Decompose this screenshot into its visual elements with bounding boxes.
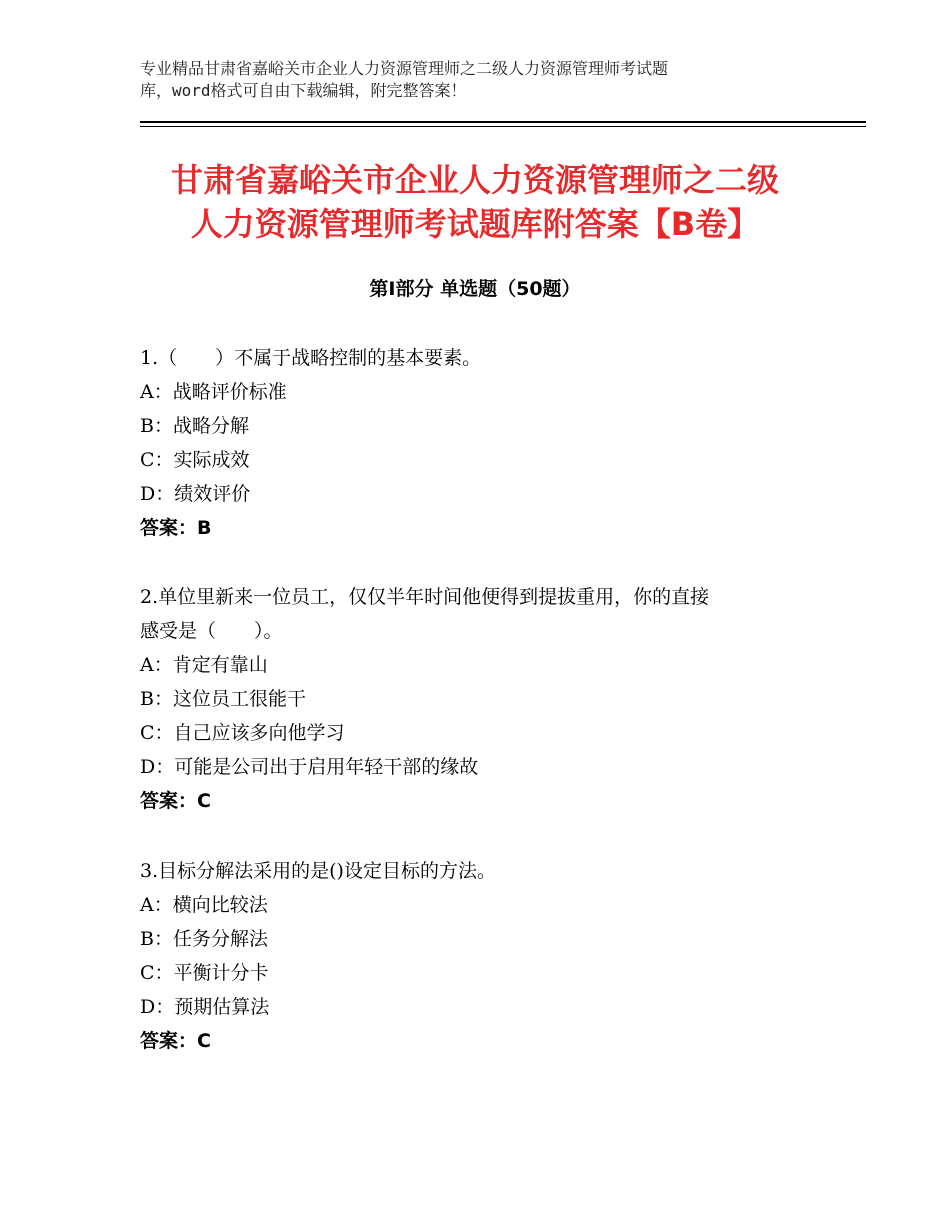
question-2 [140,580,820,818]
answer: 答案：B [140,517,212,539]
header-divider-thick [140,121,866,123]
option-c: C：自己应该多向他学习 [140,722,345,744]
question-stem: 3.目标分解法采用的是()设定目标的方法。 [140,860,496,882]
answer: 答案：C [140,790,211,812]
option-d: D：绩效评价 [140,483,251,505]
option-b: B：任务分解法 [140,928,268,950]
answer: 答案：C [140,1030,211,1052]
question-stem-line-1: 2.单位里新来一位员工，仅仅半年时间他便得到提拔重用，你的直接 [140,586,710,608]
header-note-line-1: 专业精品甘肃省嘉峪关市企业人力资源管理师之二级人力资源管理师考试题 [140,59,669,78]
option-a: A：战略评价标准 [140,381,287,403]
option-b: B：这位员工很能干 [140,688,306,710]
option-a: A：横向比较法 [140,894,268,916]
option-d: D：可能是公司出于启用年轻干部的缘故 [140,756,479,778]
option-a: A：肯定有靠山 [140,654,268,676]
question-stem-line-2: 感受是（ ）。 [140,620,283,642]
question-stem: 1.（ ）不属于战略控制的基本要素。 [140,347,482,369]
document-title [100,158,850,246]
option-b: B：战略分解 [140,415,249,437]
option-c: C：平衡计分卡 [140,962,269,984]
document-title-line-2: 人力资源管理师考试题库附答案【B卷】 [190,205,760,243]
document-title-line-1: 甘肃省嘉峪关市企业人力资源管理师之二级 [170,161,779,199]
section-title: 第Ⅰ部分 单选题（50题） [369,278,581,300]
option-c: C：实际成效 [140,449,250,471]
header-note-line-2: 库，word格式可自由下载编辑，附完整答案！ [140,81,467,100]
question-3 [140,854,820,1058]
option-d: D：预期估算法 [140,996,270,1018]
question-1 [140,341,820,545]
header-divider-thin [140,126,866,127]
header-note [140,58,780,102]
